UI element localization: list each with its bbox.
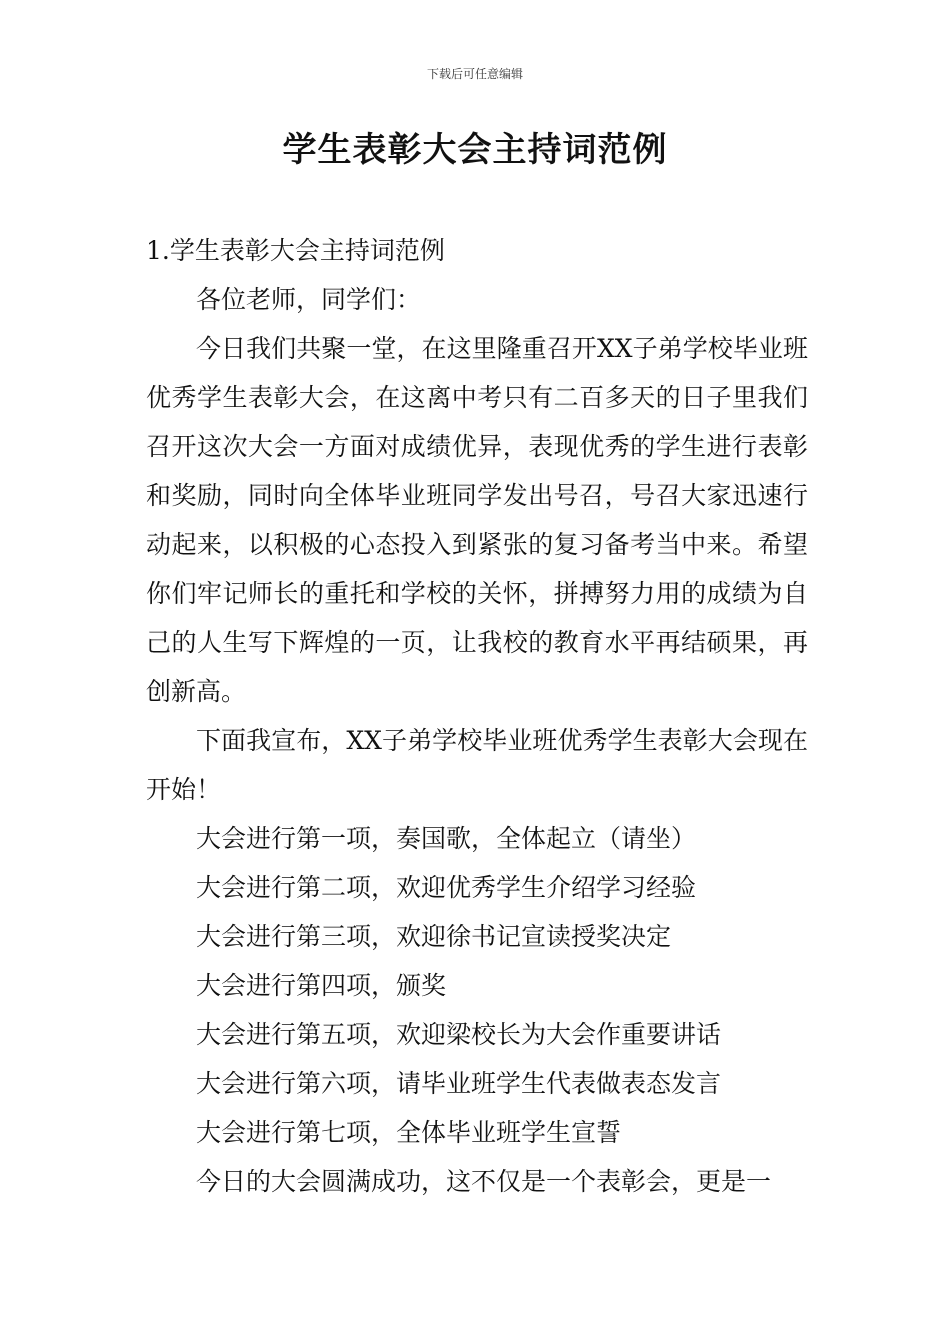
announce-paragraph: 下面我宣布，XX子弟学校毕业班优秀学生表彰大会现在开始！	[146, 726, 808, 804]
section-heading: 1.学生表彰大会主持词范例	[146, 236, 445, 265]
header-note: 下载后可任意编辑	[426, 67, 523, 81]
closing-paragraph: 今日的大会圆满成功，这不仅是一个表彰会，更是一	[196, 1167, 772, 1196]
greeting-paragraph: 各位老师，同学们：	[196, 285, 422, 314]
agenda-item-5: 大会进行第五项，欢迎梁校长为大会作重要讲话	[196, 1020, 722, 1049]
agenda-item-7: 大会进行第七项，全体毕业班学生宣誓	[196, 1118, 622, 1147]
document-body	[146, 226, 808, 1206]
agenda-item-1: 大会进行第一项，奏国歌，全体起立（请坐）	[196, 824, 697, 853]
agenda-item-2: 大会进行第二项，欢迎优秀学生介绍学习经验	[196, 873, 697, 902]
agenda-item-3: 大会进行第三项，欢迎徐书记宣读授奖决定	[196, 922, 672, 951]
document-title: 学生表彰大会主持词范例	[282, 130, 668, 170]
agenda-item-4: 大会进行第四项，颁奖	[196, 971, 447, 1000]
agenda-item-6: 大会进行第六项，请毕业班学生代表做表态发言	[196, 1069, 722, 1098]
intro-paragraph: 今日我们共聚一堂，在这里隆重召开XX子弟学校毕业班优秀学生表彰大会，在这离中考只有二百多天的日子里我们召开这次大会一方面对成绩优异，表现优秀的学生进行表彰和奖励，同时向全体毕业班同学发出号召，号召大家迅速行动起来，以积极的心态投入到紧张的复习备考当中来。希望你们牢记师长的重托和学校的关怀，拼搏努力用的成绩为自己的人生写下辉煌的一页，让我校的教育水平再结硕果，再创新高。	[146, 334, 808, 706]
